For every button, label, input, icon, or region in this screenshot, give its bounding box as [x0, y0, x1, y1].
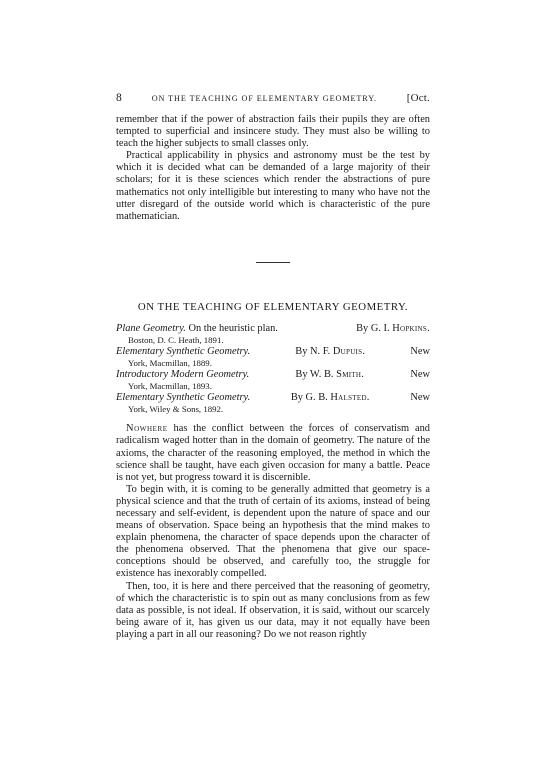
lead-word: Nowhere	[126, 423, 168, 435]
page-number: 8	[116, 92, 122, 104]
reference-item	[116, 392, 430, 414]
running-title: ON THE TEACHING OF ELEMENTARY GEOMETRY.	[151, 94, 377, 103]
body-paragraph-3: Then, too, it is here and there perceived that the reasoning of geometry, of which the characteristic is to spin out as many conclusions from as few data as possible, is not ideal. If observation, it is said, without our scarcely being aware of it, has given us our data, may it not equally have been playing a part in all our reasoning? Do we not reason rightly	[116, 580, 430, 640]
reference-author: Smith.	[336, 369, 365, 381]
body-paragraph-2: To begin with, it is coming to be generally admitted that geometry is a physical science and that the truth of certain of its axioms, instead of being necessary and self-evident, is dependent upon the nature of space and our means of observation. Space being an hypothesis that the mind makes to explain phenomena, the character of space depends upon the character of the phenomena observed. That the phenomena that give our space-conceptions should be observed, and carefully too, the struggle for existence has inexorably compelled.	[116, 483, 430, 580]
reference-author: Halsted.	[330, 392, 370, 404]
reference-list	[116, 323, 430, 414]
intro-paragraph-2: Practical applicability in physics and astronomy must be the test by which it is decided what can be demanded of a large majority of their scholars; for it is these sciences which render the abstractions of pure mathematics not only intelligible but interesting to many who have not the utter disregard of the outside world which is characteristic of the pure mathematician.	[116, 150, 430, 222]
reference-title: Plane Geometry.	[116, 322, 186, 334]
reference-publisher: York, Wiley & Sons, 1892.	[128, 404, 224, 415]
reference-author-prefix: By G. B.	[290, 392, 328, 404]
reference-city: New	[410, 369, 430, 381]
reference-author-prefix: By W. B.	[295, 369, 334, 381]
reference-author: Hopkins.	[392, 322, 430, 334]
reference-city: New	[410, 346, 430, 358]
reference-publisher: York, Macmillan, 1893.	[128, 381, 212, 392]
reference-description: On the heuristic plan.	[188, 322, 278, 334]
reference-author-prefix: By G. I.	[356, 322, 390, 334]
reference-title: Elementary Synthetic Geometry.	[116, 392, 251, 404]
reference-item	[116, 323, 430, 345]
reference-city: New	[410, 392, 430, 404]
reference-author: Dupuis.	[332, 346, 366, 358]
section-title: ON THE TEACHING OF ELEMENTARY GEOMETRY.	[137, 300, 409, 313]
intro-paragraph-1: remember that if the power of abstraction fails their pupils they are often tempted to superficial and insincere study. They must also be willing to teach the higher subjects to small classes only.	[116, 114, 430, 150]
body-paragraph-1-text: has the conflict between the forces of conservatism and radicalism waged hotter than in the domain of geometry. The nature of the axioms, the character of the reasoning employed, the method in which the science shall be taught, have each given occasion for many a battle. Peace is not yet, but progress toward it is discernible.	[116, 423, 430, 483]
journal-page	[116, 92, 430, 641]
body-paragraph-1	[116, 423, 430, 483]
section-divider	[256, 262, 290, 263]
issue-date: [Oct.	[406, 92, 430, 104]
reference-title: Elementary Synthetic Geometry.	[116, 346, 251, 358]
running-head	[116, 92, 430, 114]
reference-item	[116, 346, 430, 368]
reference-publisher: York, Macmillan, 1889.	[128, 358, 212, 369]
reference-item	[116, 369, 430, 391]
reference-title: Introductory Modern Geometry.	[116, 369, 250, 381]
reference-author-prefix: By N. F.	[295, 346, 331, 358]
reference-publisher: Boston, D. C. Heath, 1891.	[128, 335, 224, 346]
